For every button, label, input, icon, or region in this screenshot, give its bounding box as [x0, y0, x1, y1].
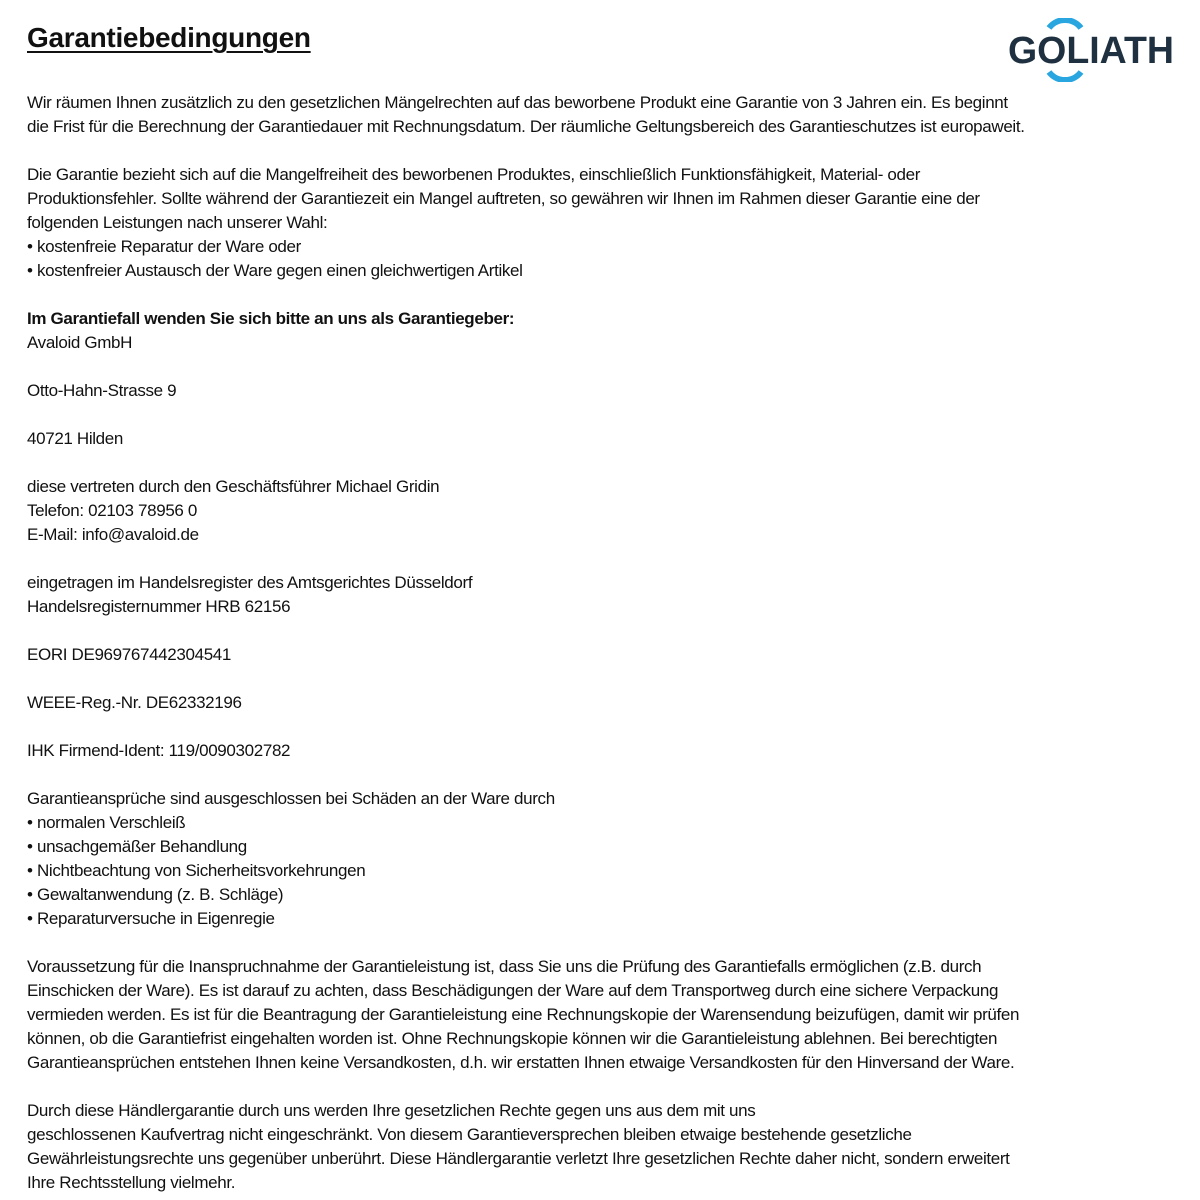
text-line: IHK Firmend-Ident: 119/0090302782 — [27, 741, 291, 760]
text-line: Voraussetzung für die Inanspruchnahme der Garantieleistung ist, dass Sie uns die Prüfung des Garantiefalls ermöglichen (z.B. durch — [27, 957, 982, 976]
text-line: Einschicken der Ware). Es ist darauf zu achten, dass Beschädigungen der Ware auf dem Transportweg durch eine sichere Verpackung — [27, 981, 999, 1000]
text-line: Handelsregisternummer HRB 62156 — [27, 597, 291, 616]
blank-line — [27, 355, 1187, 379]
text-line: EORI DE969767442304541 — [27, 645, 232, 664]
page-title: Garantiebedingungen — [27, 22, 311, 53]
text-line: Telefon: 02103 78956 0 — [27, 501, 198, 520]
blank-line — [27, 715, 1187, 739]
text-line: • normalen Verschleiß — [27, 813, 186, 832]
section-heading: Im Garantiefall wenden Sie sich bitte an uns als Garantiegeber: — [27, 309, 515, 328]
text-line: • kostenfreier Austausch der Ware gegen einen gleichwertigen Artikel — [27, 261, 523, 280]
text-line: geschlossenen Kaufvertrag nicht eingeschränkt. Von diesem Garantieversprechen bleiben etwaige bestehende gesetzliche — [27, 1125, 912, 1144]
text-line: • Reparaturversuche in Eigenregie — [27, 909, 275, 928]
blank-line — [27, 451, 1187, 475]
blank-line — [27, 619, 1187, 643]
text-line: Durch diese Händlergarantie durch uns werden Ihre gesetzlichen Rechte gegen uns aus dem mit uns — [27, 1101, 756, 1120]
document-body — [27, 91, 1187, 1195]
text-line: 40721 Hilden — [27, 429, 123, 448]
goliath-logo — [1006, 18, 1176, 82]
text-line: • Nichtbeachtung von Sicherheitsvorkehrungen — [27, 861, 366, 880]
text-line: Produktionsfehler. Sollte während der Garantiezeit ein Mangel auftreten, so gewähren wir Ihnen im Rahmen dieser Garantie eine der — [27, 189, 980, 208]
text-line: E-Mail: info@avaloid.de — [27, 525, 199, 544]
text-line: • Gewaltanwendung (z. B. Schläge) — [27, 885, 284, 904]
blank-line — [27, 1075, 1187, 1099]
blank-line — [27, 667, 1187, 691]
text-line: • kostenfreie Reparatur der Ware oder — [27, 237, 301, 256]
blank-line — [27, 403, 1187, 427]
blank-line — [27, 931, 1187, 955]
blank-line — [27, 283, 1187, 307]
text-line: diese vertreten durch den Geschäftsführer Michael Gridin — [27, 477, 440, 496]
blank-line — [27, 139, 1187, 163]
text-line: Otto-Hahn-Strasse 9 — [27, 381, 177, 400]
svg-text:GOLIATH: GOLIATH — [1008, 30, 1174, 72]
text-line: die Frist für die Berechnung der Garantiedauer mit Rechnungsdatum. Der räumliche Geltungsbereich des Garantieschutzes ist europaweit. — [27, 117, 1025, 136]
text-line: können, ob die Garantiefrist eingehalten worden ist. Ohne Rechnungskopie können wir die Garantieleistung ablehnen. Bei berechtigten — [27, 1029, 998, 1048]
blank-line — [27, 763, 1187, 787]
text-line: vermieden werden. Es ist für die Beantragung der Garantieleistung eine Rechnungskopie der Warensendung beizufügen, damit wir prüfen — [27, 1005, 1020, 1024]
text-line: eingetragen im Handelsregister des Amtsgerichtes Düsseldorf — [27, 573, 473, 592]
blank-line — [27, 547, 1187, 571]
text-line: WEEE-Reg.-Nr. DE62332196 — [27, 693, 242, 712]
text-line: Avaloid GmbH — [27, 333, 133, 352]
text-line: Garantieansprüchen entstehen Ihnen keine Versandkosten, d.h. wir erstatten Ihnen etwaige Versandkosten für den Hinversand der Ware. — [27, 1053, 1015, 1072]
text-line: Gewährleistungsrechte uns gegenüber unberührt. Diese Händlergarantie verletzt Ihre gesetzlichen Rechte daher nicht, sondern erweitert — [27, 1149, 1010, 1168]
text-line: Die Garantie bezieht sich auf die Mangelfreiheit des beworbenen Produktes, einschließlich Funktionsfähigkeit, Material- oder — [27, 165, 921, 184]
text-line: Ihre Rechtsstellung vielmehr. — [27, 1173, 236, 1192]
text-line: Garantieansprüche sind ausgeschlossen bei Schäden an der Ware durch — [27, 789, 555, 808]
text-line: folgenden Leistungen nach unserer Wahl: — [27, 213, 328, 232]
text-line: • unsachgemäßer Behandlung — [27, 837, 247, 856]
text-line: Wir räumen Ihnen zusätzlich zu den gesetzlichen Mängelrechten auf das beworbene Produkt eine Garantie von 3 Jahren ein. Es beginnt — [27, 93, 1008, 112]
